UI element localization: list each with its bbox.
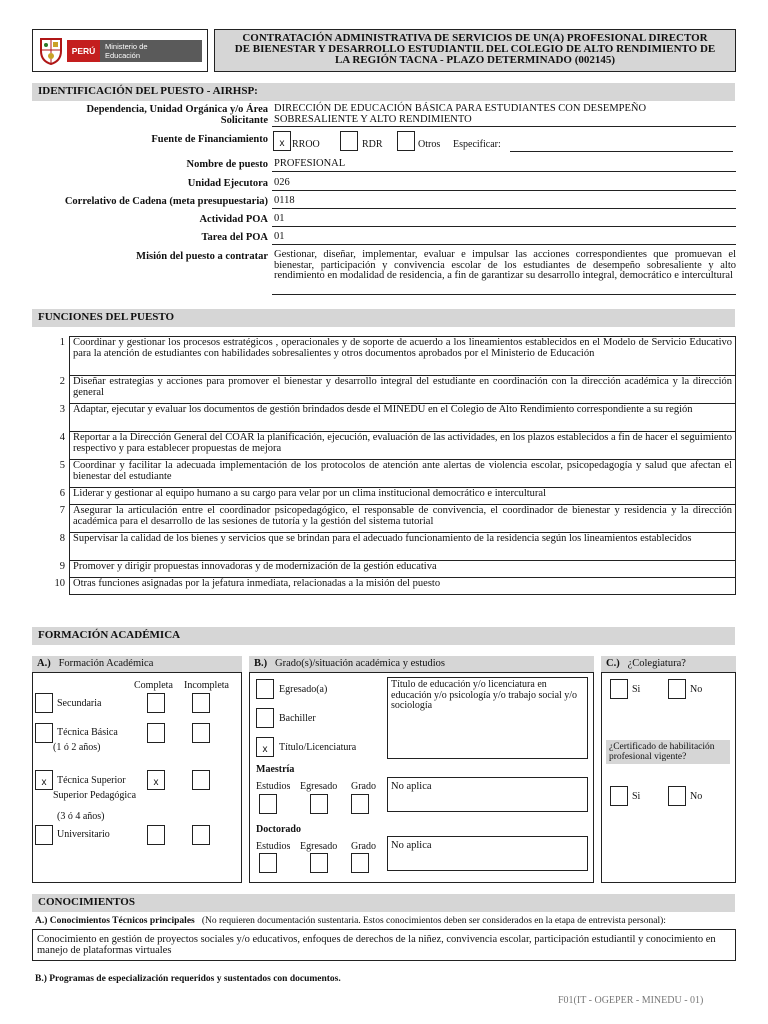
conocimientos-a-note: (No requieren documentación sustentaria. Estos conocimientos deben ser considerados en la etapa de entrevista personal): [201,916,666,926]
nombre-label: Nombre de puesto [186,159,268,170]
funcion-row [32,533,736,561]
egresado-label: Egresado(a) [279,684,328,695]
universitario-label: Universitario [57,829,110,840]
nombre-value[interactable]: PROFESIONAL [272,159,736,172]
conocimientos-a-field[interactable]: Conocimiento en gestión de proyectos sociales y/o educativos, enfoques de derechos de la niñez, convivencia escolar, participación estudiantil y conocimiento en manejo de plataformas virtuales [32,929,736,961]
bachiller-label: Bachiller [279,713,316,724]
funcion-number: 7 [59,504,65,516]
title-line-2: DE BIENESTAR Y DESARROLLO ESTUDIANTIL DEL COLEGIO DE ALTO RENDIMIENTO DE [234,43,716,55]
panel-c-header: C.) ¿Colegiatura? [601,656,736,673]
maestria-estudios-checkbox[interactable] [259,794,277,814]
doctorado-estudios-label: Estudios [256,841,291,852]
mision-label: Misión del puesto a contratar [136,251,268,262]
funcion-text[interactable]: Adaptar, ejecutar y evaluar los documentos de gestión brindados desde el MINEDU en el Colegio de Alto Rendimiento correspondiente a su región [70,404,736,432]
funcion-text[interactable]: Supervisar la calidad de los bienes y servicios que se brindan para el adecuado funcionamiento de la residencia según los lineamientos establecidos [70,533,736,561]
rroo-checkbox[interactable]: x [273,131,291,151]
funcion-text[interactable]: Reportar a la Dirección General del COAR la planificación, ejecución, evaluación de las actividades, en los plazos establecidos a fin de hacer el seguimiento respectivo y para establecer propuestas de mejora [70,432,736,460]
title-line-1: CONTRATACIÓN ADMINISTRATIVA DE SERVICIOS DE UN(A) PROFESIONAL DIRECTOR [242,32,708,44]
doctorado-estudios-checkbox[interactable] [259,853,277,873]
funcion-row [32,561,736,578]
colegiatura-no-label: No [690,684,703,695]
funcion-text[interactable]: Otras funciones asignadas por la jefatura inmediata, relacionadas a la misión del puesto [70,578,736,595]
secundaria-label: Secundaria [57,698,102,709]
tarea-label: Tarea del POA [201,232,268,243]
funcion-text[interactable]: Diseñar estrategias y acciones para promover el bienestar y desarrollo integral del estudiante en coordinación con la dirección académica y la dirección general [70,376,736,404]
secundaria-checkbox[interactable] [35,693,53,713]
colegiatura-si-checkbox[interactable] [610,679,628,699]
universitario-checkbox[interactable] [35,825,53,845]
titulo-label: Título/Licenciatura [279,742,357,753]
conocimientos-a-line [35,916,735,926]
habilitacion-question: ¿Certificado de habilitación profesional vigente? [606,740,730,764]
tecnica-basica-completa-checkbox[interactable] [147,723,165,743]
maestria-egresado-checkbox[interactable] [310,794,328,814]
maestria-egresado-label: Egresado [300,781,338,792]
funcion-text[interactable]: Coordinar y facilitar la adecuada implementación de los protocolos de atención ante alertas de violencia escolar, psicopedagogía y salud que afectan el bienestar del estudiante [70,460,736,488]
actividad-value[interactable]: 01 [272,214,736,227]
colegiatura-si-label: Si [632,684,641,695]
panel-b-header: B.) Grado(s)/situación académica y estudios [249,656,594,673]
title-box [214,29,736,72]
peru-coat-of-arms-icon [37,36,65,66]
funcion-row [32,578,736,595]
funcion-row [32,376,736,404]
formacion-heading: FORMACIÓN ACADÉMICA [32,627,735,645]
funcion-number: 8 [59,532,65,544]
tecnica-superior-completa-checkbox[interactable]: x [147,770,165,790]
superior-years: (3 ó 4 años) [57,811,105,822]
universitario-completa-checkbox[interactable] [147,825,165,845]
panel-c [601,672,736,883]
titulo-detail-field[interactable]: Título de educación y/o licenciatura en educación y/o psicología y/o trabajo social y/o sociología [387,677,588,759]
maestria-estudios-label: Estudios [256,781,291,792]
egresado-checkbox[interactable] [256,679,274,699]
col-completa: Completa [134,680,173,691]
funcion-number: 9 [59,560,65,572]
ministry-badge [100,40,202,62]
actividad-label: Actividad POA [199,214,268,225]
funcion-number: 3 [59,403,65,415]
mision-value[interactable]: Gestionar, diseñar, implementar, evaluar e impulsar las acciones correspondientes que promuevan el bienestar, participación y convivencia escolar de los estudiantes de desempeño sobresaliente y alto rendimiento en modalidad de residencia, a fin de garantizar su desarrollo integral, democrático e intercultural [272,250,736,295]
tecnica-basica-checkbox[interactable] [35,723,53,743]
conocimientos-a-label: A.) Conocimientos Técnicos principales [35,916,195,926]
funcion-text[interactable]: Liderar y gestionar al equipo humano a su cargo para velar por un clima institucional democrático e intercultural [70,488,736,505]
identificacion-heading: IDENTIFICACIÓN DEL PUESTO - AIRHSP: [32,83,735,101]
doctorado-egresado-label: Egresado [300,841,338,852]
habilitacion-no-checkbox[interactable] [668,786,686,806]
otros-label: Otros [418,139,441,150]
tecnica-superior-incompleta-checkbox[interactable] [192,770,210,790]
superior-pedagogica-label: Superior Pedagógica [53,790,137,801]
doctorado-grado-label: Grado [351,841,376,852]
tarea-value[interactable]: 01 [272,232,736,245]
maestria-detail-field[interactable]: No aplica [387,777,588,812]
tecnica-basica-label: Técnica Básica [57,727,118,738]
secundaria-incompleta-checkbox[interactable] [192,693,210,713]
funciones-heading: FUNCIONES DEL PUESTO [32,309,735,327]
funcion-row [32,432,736,460]
doctorado-egresado-checkbox[interactable] [310,853,328,873]
funcion-row [32,404,736,432]
panel-a-header: A.) Formación Académica [32,656,242,673]
tecnica-basica-incompleta-checkbox[interactable] [192,723,210,743]
habilitacion-si-label: Si [632,791,641,802]
otros-checkbox[interactable] [397,131,415,151]
rroo-label: RROO [292,139,320,150]
conocimientos-b-label: B.) Programas de especialización requeridos y sustentados con documentos. [35,974,341,984]
titulo-checkbox[interactable]: x [256,737,274,757]
col-incompleta: Incompleta [184,680,229,691]
tecnica-basica-years: (1 ó 2 años) [53,742,101,753]
fuente-label: Fuente de Financiamiento [151,134,268,145]
maestria-grado-label: Grado [351,781,376,792]
bachiller-checkbox[interactable] [256,708,274,728]
maestria-grado-checkbox[interactable] [351,794,369,814]
tecnica-superior-label: Técnica Superior [57,775,126,786]
unidad-label: Unidad Ejecutora [187,178,268,189]
form-code: F01(IT - OGEPER - MINEDU - 01) [558,995,704,1006]
funcion-number: 4 [59,431,65,443]
funcion-row [32,337,736,376]
unidad-value[interactable]: 026 [272,178,736,191]
funciones-table [32,336,736,595]
funcion-text[interactable]: Asegurar la articulación entre el coordinador psicopedagógico, el responsable de convivencia, el coordinador de bienestar y residencia y la dirección académica para el desarrollo de las sesiones de tutoría y la gestión del sistema tutorial [70,505,736,533]
dependencia-label: Dependencia, Unidad Orgánica y/o Área Solicitante [86,104,268,126]
colegiatura-no-checkbox[interactable] [668,679,686,699]
funcion-text[interactable]: Promover y dirigir propuestas innovadoras y de modernización de la gestión educativa [70,561,736,578]
especificar-label: Especificar: [453,139,501,150]
logo-box [32,29,208,72]
conocimientos-heading: CONOCIMIENTOS [32,894,735,912]
funcion-row [32,505,736,533]
habilitacion-no-label: No [690,791,703,802]
funcion-number: 2 [59,375,65,387]
funcion-number: 6 [59,487,65,499]
funcion-text[interactable]: Coordinar y gestionar los procesos estratégicos , operacionales y de soporte de acuerdo a los lineamientos establecidos en el Modelo de Servicio Educativo para la atención de estudiantes con habilidades sobresalientes y otros documentos aprobados por el Ministerio de Educación [70,337,736,376]
funcion-row [32,488,736,505]
logo-country: PERÚ [71,46,96,56]
maestria-label: Maestría [256,764,295,775]
doctorado-grado-checkbox[interactable] [351,853,369,873]
logo-ministry: Ministerio de Educación [105,42,148,60]
universitario-incompleta-checkbox[interactable] [192,825,210,845]
especificar-field[interactable] [510,151,733,152]
peru-badge [67,40,100,62]
dependencia-value[interactable]: DIRECCIÓN DE EDUCACIÓN BÁSICA PARA ESTUDIANTES CON DESEMPEÑO SOBRESALIENTE Y ALTO RENDIMIENTO [272,104,736,127]
secundaria-completa-checkbox[interactable] [147,693,165,713]
doctorado-label: Doctorado [256,824,301,835]
rdr-checkbox[interactable] [340,131,358,151]
funcion-row [32,460,736,488]
funcion-number: 5 [59,459,65,471]
title-line-3: LA REGIÓN TACNA - PLAZO DETERMINADO (002145) [334,54,616,66]
funcion-number: 10 [54,577,65,589]
correlativo-value[interactable]: 0118 [272,196,736,209]
rdr-label: RDR [362,139,383,150]
funcion-number: 1 [59,336,65,348]
correlativo-label: Correlativo de Cadena (meta presupuestaria) [64,196,268,207]
doctorado-detail-field[interactable]: No aplica [387,836,588,871]
tecnica-superior-checkbox[interactable]: x [35,770,53,790]
habilitacion-si-checkbox[interactable] [610,786,628,806]
